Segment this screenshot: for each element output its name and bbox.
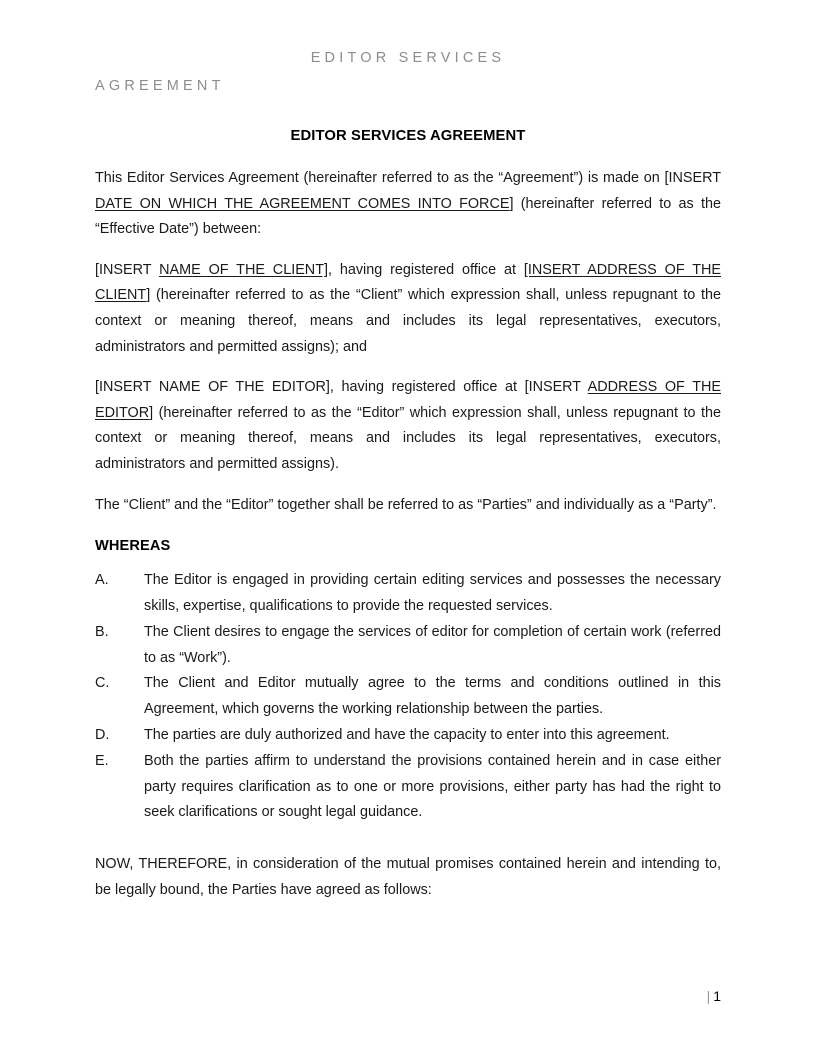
list-item-text: The Client and Editor mutually agree to the terms and conditions outlined in this Agreement, which governs the working relationship between the parties. [144,675,721,718]
list-item [95,620,721,672]
recitals-list [95,568,721,826]
page-footer [95,988,721,1004]
page-number: 1 [713,988,721,1004]
placeholder-editor-address: ADDRESS OF THE EDITOR [95,379,721,421]
document-title: EDITOR SERVICES AGREEMENT [290,128,526,144]
list-item-text: The parties are duly authorized and have the capacity to enter into this agreement. [144,726,670,743]
paragraph-client-text-b: , having registered office at [327,261,524,278]
list-item [95,671,721,723]
list-item-marker: E. [95,752,109,769]
paragraph-preamble-text-b: ] (hereinafter referred to as the “Effective Date”) between: [95,195,721,238]
paragraph-client-text-a: [INSERT [95,261,160,278]
paragraph-preamble-text-a: This Editor Services Agreement (hereinafter referred to as the “Agreement”) is made on [INSERT [95,170,721,186]
paragraph-preamble [95,166,721,243]
placeholder-effective-date: DATE ON WHICH THE AGREEMENT COMES INTO FORCE [95,195,510,212]
list-item-text: The Editor is engaged in providing certain editing services and possesses the necessary skills, expertise, qualifications to provide the requested services. [144,572,721,614]
whereas-heading: WHEREAS [95,538,171,555]
paragraph-client [95,258,721,360]
list-item [95,723,721,749]
paragraph-editor [95,375,721,477]
paragraph-editor-text-a: [INSERT NAME OF THE EDITOR], having registered office at [INSERT [95,379,588,396]
paragraph-now-therefore: NOW, THEREFORE, in consideration of the mutual promises contained herein and intending to, be legally bound, the Parties have agreed as follows: [95,856,721,898]
list-item-marker: D. [95,726,110,743]
paragraph-parties: The “Client” and the “Editor” together shall be referred to as “Parties” and individually as a “Party”. [95,496,717,513]
placeholder-client-address: [INSERT ADDRESS OF THE CLIENT [95,261,721,304]
list-item-marker: B. [95,623,109,640]
running-header-line-2: AGREEMENT [95,78,225,94]
list-item [95,749,721,826]
document-body [95,128,721,903]
list-item [95,568,721,620]
footer-separator: | [706,988,711,1004]
running-header-line-1: EDITOR SERVICES [310,50,506,66]
paragraph-editor-text-b: ] (hereinafter referred to as the “Editor” which expression shall, unless repugnant to the context or meaning thereof, means and includes its legal representatives, executors, administrators and permitted assigns). [95,404,721,472]
running-header [95,44,721,100]
list-item-marker: C. [95,675,110,692]
paragraph-client-text-c: ] (hereinafter referred to as the “Client” which expression shall, unless repugnant to the context or meaning thereof, means and includes its legal representatives, executors, administrators and permitted assigns); and [95,287,721,355]
list-item-text: Both the parties affirm to understand the provisions contained herein and in case either party requires clarification as to one or more provisions, either party has had the right to seek clarifications or sought legal guidance. [144,752,721,821]
placeholder-client-name: NAME OF THE CLIENT] [159,261,328,278]
list-item-marker: A. [95,572,109,589]
list-item-text: The Client desires to engage the services of editor for completion of certain work (referred to as “Work”). [144,623,721,666]
